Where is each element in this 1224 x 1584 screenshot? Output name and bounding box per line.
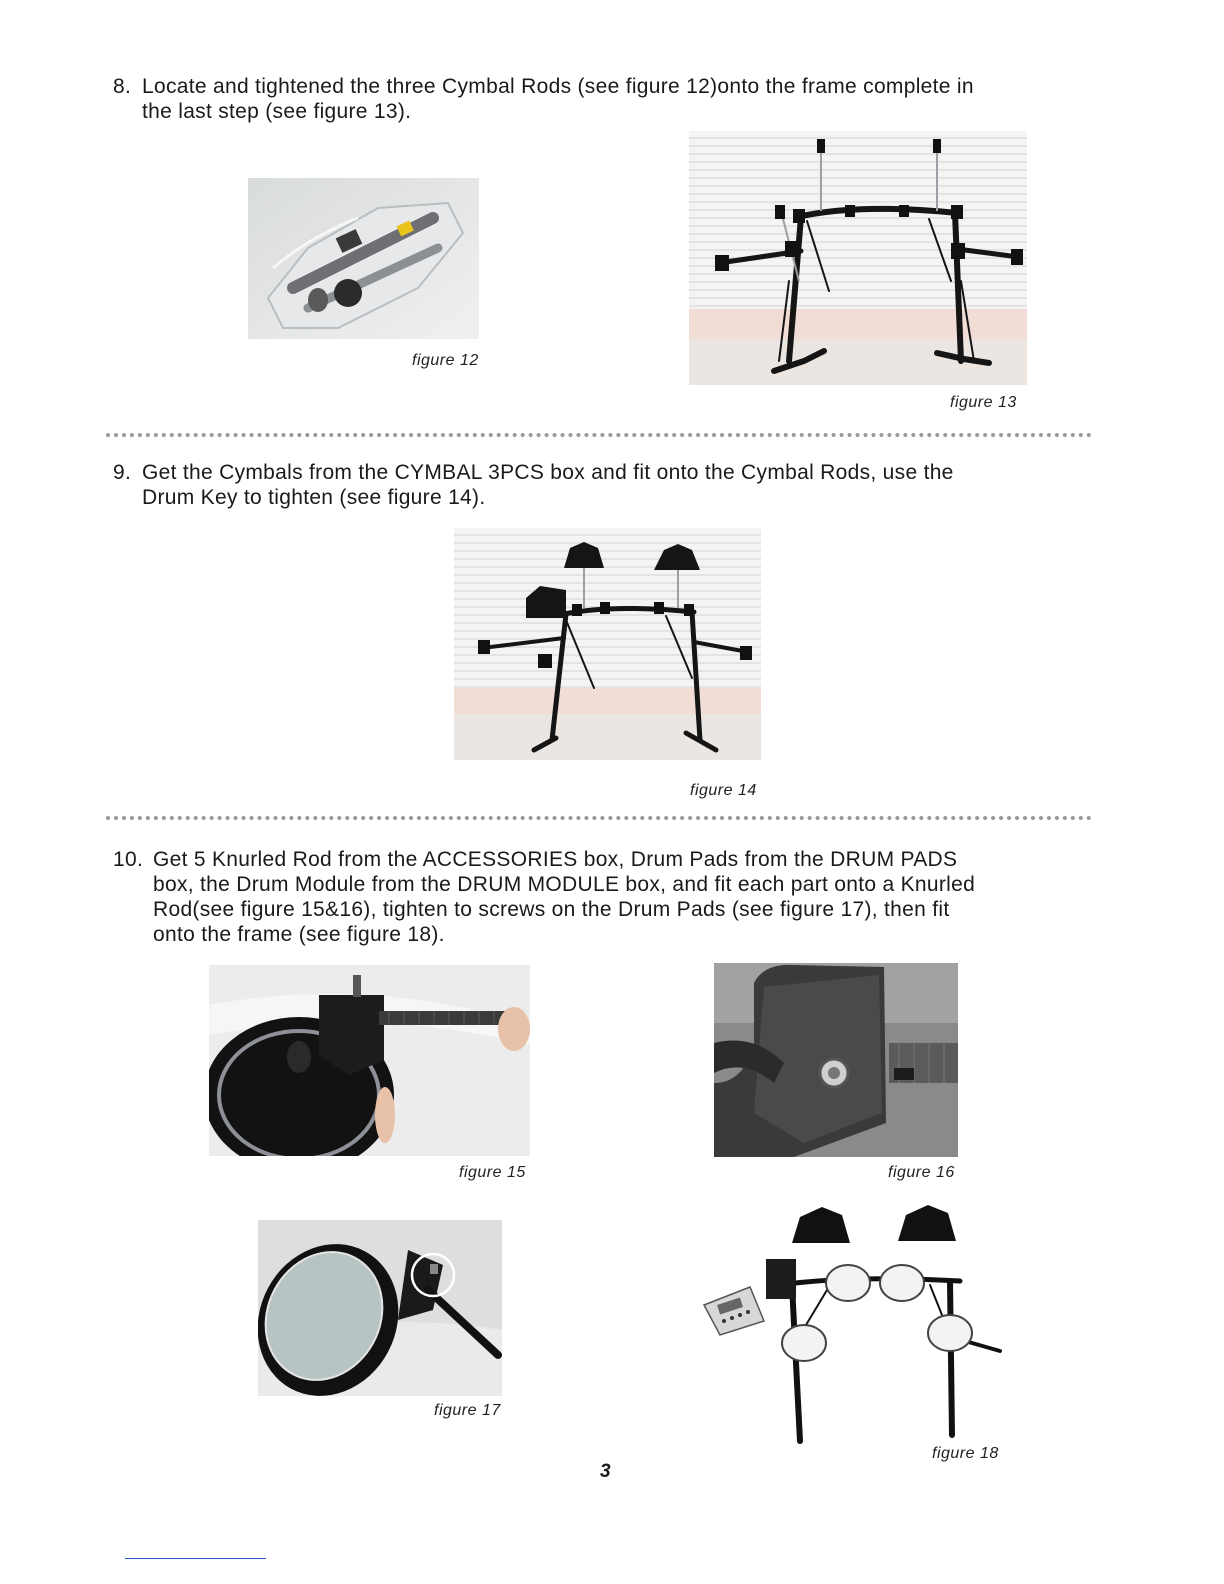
- figure-17-image: [258, 1220, 502, 1396]
- step-text-line: Get the Cymbals from the CYMBAL 3PCS box and fit onto the Cymbal Rods, use the: [142, 461, 954, 484]
- step-text-line: Drum Key to tighten (see figure 14).: [142, 486, 486, 509]
- step-number: 9.: [113, 461, 132, 484]
- step-text-line: Get 5 Knurled Rod from the ACCESSORIES box, Drum Pads from the DRUM PADS: [153, 848, 958, 871]
- figure-13-caption: figure 13: [950, 394, 1017, 411]
- figure-13-image: [689, 131, 1027, 385]
- figure-12-caption: figure 12: [412, 352, 479, 369]
- figure-18-caption: figure 18: [932, 1445, 999, 1462]
- step-text-line: Locate and tightened the three Cymbal Rods (see figure 12)onto the frame complete in: [142, 75, 974, 98]
- figure-14-caption: figure 14: [690, 782, 757, 799]
- footer-rule: [125, 1558, 266, 1559]
- figure-16-image: [714, 963, 958, 1157]
- figure-12-image: [248, 178, 479, 339]
- step-text-line: the last step (see figure 13).: [142, 100, 412, 123]
- step-9: [113, 460, 1093, 512]
- section-divider: [106, 816, 1092, 820]
- step-text-line: onto the frame (see figure 18).: [153, 923, 445, 946]
- step-10: [113, 847, 1103, 949]
- step-number: 8.: [113, 75, 132, 98]
- step-number: 10.: [113, 848, 144, 871]
- figure-18-image: [700, 1205, 1006, 1445]
- figure-16-caption: figure 16: [888, 1164, 955, 1181]
- figure-17-caption: figure 17: [434, 1402, 501, 1419]
- figure-15-image: [209, 965, 530, 1156]
- figure-14-image: [454, 528, 761, 760]
- page-number: 3: [600, 1461, 611, 1482]
- step-text-line: Rod(see figure 15&16), tighten to screws on the Drum Pads (see figure 17), then fit: [153, 898, 950, 921]
- figure-15-caption: figure 15: [459, 1164, 526, 1181]
- step-text-line: box, the Drum Module from the DRUM MODULE box, and fit each part onto a Knurled: [153, 873, 976, 896]
- section-divider: [106, 433, 1092, 437]
- step-8: [113, 74, 1093, 126]
